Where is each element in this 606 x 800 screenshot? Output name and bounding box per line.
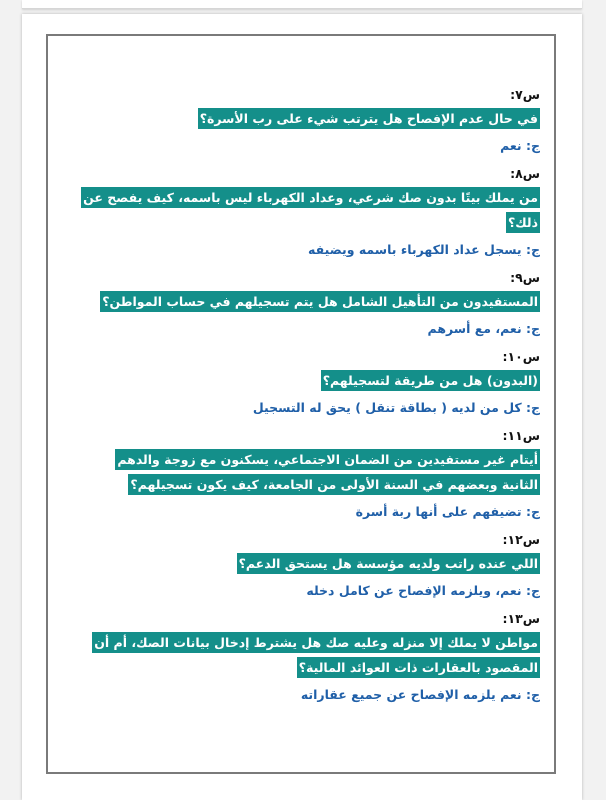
qa-item-11 <box>82 425 540 523</box>
question-text <box>82 368 540 393</box>
answer-text: ج: نعم يلزمه الإفصاح عن جميع عقاراته <box>300 687 540 702</box>
answer-text: ج: نعم، مع أسرهم <box>427 321 540 336</box>
question-highlight: (البدون) هل من طريقة لتسجيلهم؟ <box>321 370 540 391</box>
question-text <box>82 106 540 131</box>
document-page <box>22 14 582 800</box>
qa-item-13 <box>82 608 540 706</box>
question-number: س١١: <box>502 428 540 443</box>
question-number: س١٣: <box>502 611 540 626</box>
qa-item-7 <box>82 84 540 157</box>
question-number: س٨: <box>510 166 540 181</box>
question-highlight: اللي عنده راتب ولديه مؤسسة هل يستحق الدعم؟ <box>237 553 540 574</box>
answer-text: ج: كل من لديه ( بطاقة تنقل ) يحق له التسجيل <box>252 400 540 415</box>
question-text <box>82 447 540 497</box>
question-highlight: أيتام غير مستفيدين من الضمان الاجتماعي، يسكنون مع زوجة والدهم الثانية وبعضهم في السنة الأولى من الجامعة، كيف يكون تسجيلهم؟ <box>115 449 540 495</box>
answer-text: ج: يسجل عداد الكهرباء باسمه ويضيفه <box>308 242 540 257</box>
question-number: س٩: <box>510 270 540 285</box>
answer-text: ج: نعم <box>500 138 540 153</box>
qa-item-8 <box>82 163 540 261</box>
question-highlight: المستفيدون من التأهيل الشامل هل يتم تسجيلهم في حساب المواطن؟ <box>100 291 540 312</box>
question-text <box>82 630 540 680</box>
question-highlight: من يملك بيتًا بدون صك شرعي، وعداد الكهرباء ليس باسمه، كيف يفصح عن ذلك؟ <box>81 187 540 233</box>
qa-item-9 <box>82 267 540 340</box>
qa-list <box>82 84 540 712</box>
question-text <box>82 185 540 235</box>
previous-page-edge <box>22 0 582 9</box>
qa-item-10 <box>82 346 540 419</box>
question-highlight: في حال عدم الإفصاح هل يترتب شيء على رب الأسرة؟ <box>198 108 540 129</box>
qa-item-12 <box>82 529 540 602</box>
question-text <box>82 289 540 314</box>
question-number: س١٠: <box>502 349 540 364</box>
question-highlight: مواطن لا يملك إلا منزله وعليه صك هل يشترط إدخال بيانات الصك، أم أن المقصود بالعقارات ذات العوائد المالية؟ <box>92 632 540 678</box>
answer-text: ج: نعم، ويلزمه الإفصاح عن كامل دخله <box>306 583 540 598</box>
question-number: س٧: <box>510 87 540 102</box>
question-number: س١٢: <box>502 532 540 547</box>
answer-text: ج: تضيفهم على أنها ربة أسرة <box>355 504 540 519</box>
question-text <box>82 551 540 576</box>
